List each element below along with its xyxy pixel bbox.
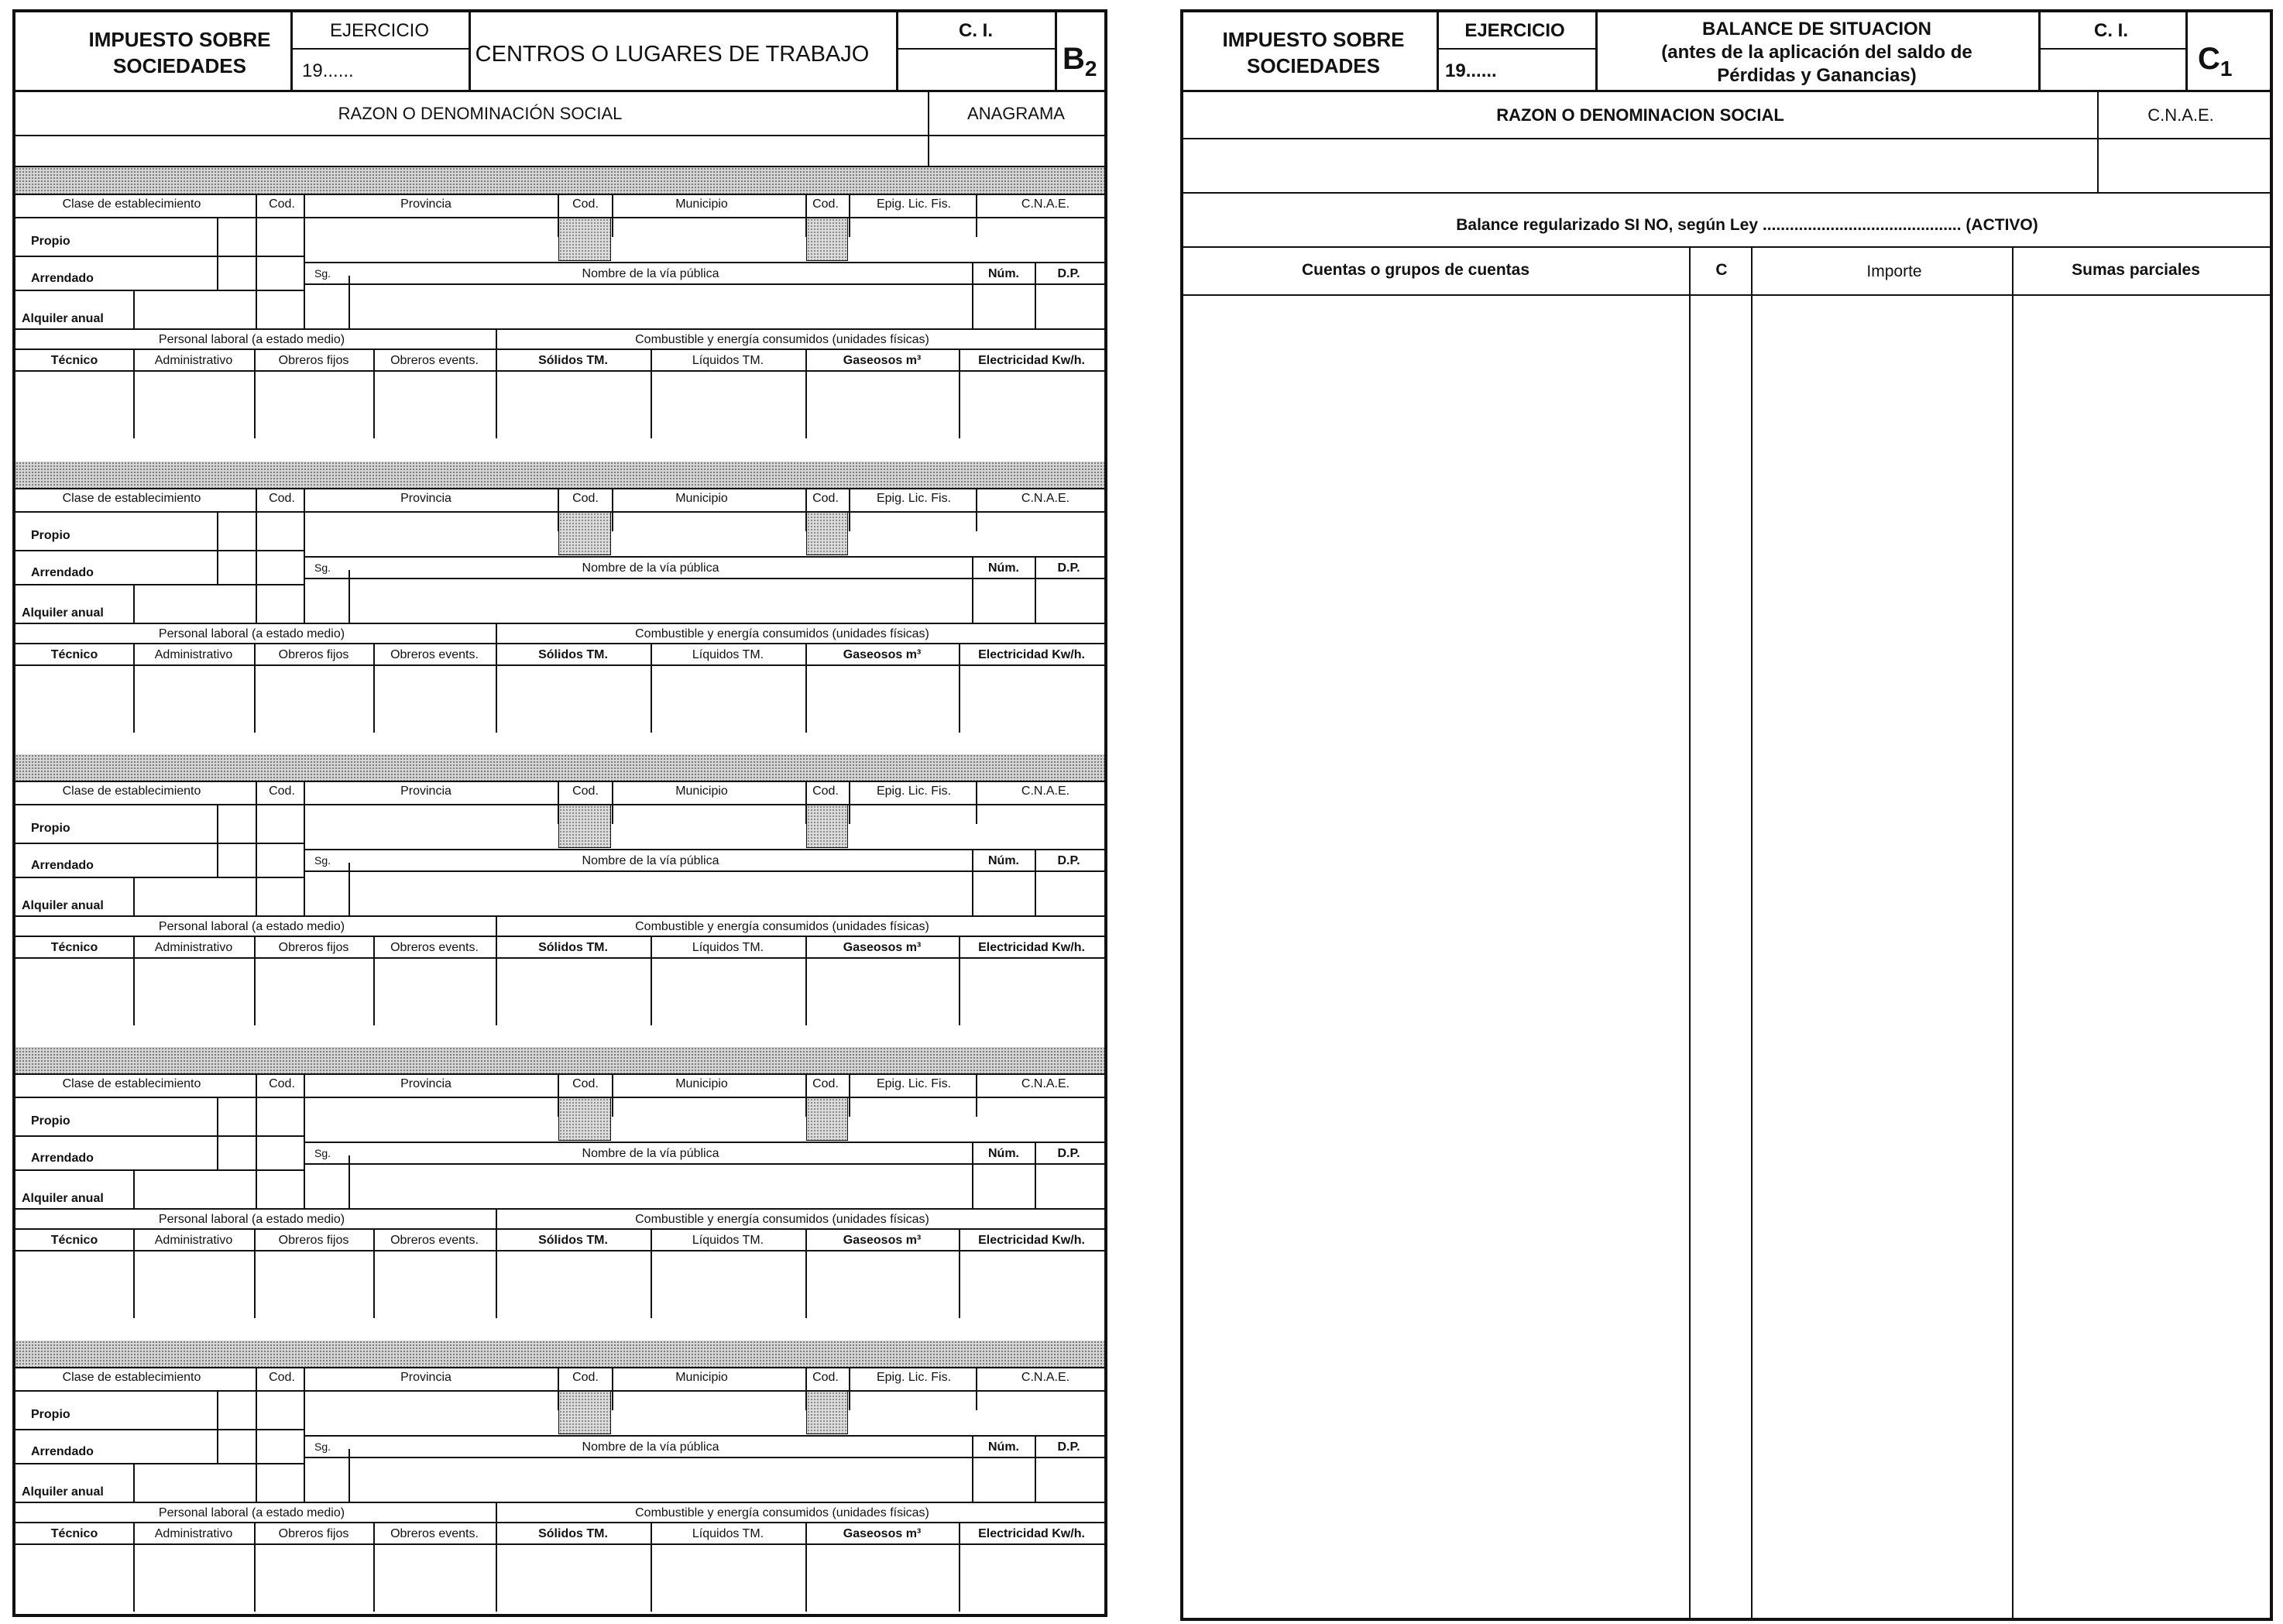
block-1-cod-label: Cod. [269, 197, 295, 211]
block-4-gaseosos-field[interactable] [807, 1251, 957, 1317]
block-2-epig-label: Epig. Lic. Fis. [876, 492, 952, 505]
block-5-arrendado-cod[interactable] [218, 1430, 254, 1463]
c1-sheet-code: $C_1$ [2198, 42, 2233, 81]
block-3-obreros-event-field[interactable] [375, 959, 494, 1024]
block-5-propio-cod[interactable] [218, 1392, 254, 1427]
block-1-provincia-field[interactable] [305, 218, 556, 260]
block-2-propio-cod[interactable] [218, 513, 254, 548]
block-1-tecnico-label: Técnico [50, 354, 98, 367]
block-2-provincia-field[interactable] [305, 513, 556, 554]
block-3-solidos-field[interactable] [497, 959, 649, 1024]
c1-balance-line: Balance regularizado SI NO, según Ley ............................................ (ACTIVO) [1456, 216, 2038, 234]
block-5-municipio-field[interactable] [613, 1392, 804, 1433]
b2-anagrama-field[interactable] [929, 136, 1103, 166]
block-2-administrativo-field[interactable] [135, 666, 252, 731]
block-1-dp-label: D.P. [1057, 267, 1080, 280]
block-2-cnae-field[interactable] [977, 513, 1103, 554]
block-2-municipio-field[interactable] [613, 513, 804, 554]
block-5-tecnico-field[interactable] [17, 1545, 132, 1610]
b2-ci-label: C. I. [958, 20, 994, 41]
block-3-propio-cod[interactable] [218, 805, 254, 841]
block-4-via-field[interactable] [350, 1165, 971, 1207]
block-2-electricidad-field[interactable] [960, 666, 1103, 731]
block-4-arrendado-cod[interactable] [218, 1137, 254, 1169]
block-3-cod-label: Cod. [269, 785, 295, 798]
block-3-alquiler-field[interactable] [135, 878, 254, 914]
block-5-alquiler-label: Alquiler anual [22, 1485, 104, 1499]
block-3-liquidos-label: Líquidos TM. [692, 941, 764, 954]
block-1-separator [15, 167, 1104, 194]
block-4-electricidad-field[interactable] [960, 1251, 1103, 1317]
block-5-sg-label: Sg. [314, 1440, 331, 1453]
block-5-alquiler-field[interactable] [135, 1464, 254, 1500]
block-1-obreros-event-field[interactable] [375, 372, 494, 437]
b2-ejercicio-value[interactable]: 19...... [302, 60, 354, 81]
block-4-mun-cod-cell[interactable] [806, 1097, 848, 1141]
c1-cnae-field[interactable] [2099, 139, 2268, 191]
block-4-epig-field[interactable] [850, 1098, 974, 1140]
block-4-provincia-field[interactable] [305, 1098, 556, 1140]
block-5-administrativo-field[interactable] [135, 1545, 252, 1610]
block-1-clase-label: Clase de establecimiento [62, 197, 201, 211]
block-4-obreros-fijos-label: Obreros fijos [278, 1234, 349, 1247]
block-4-personal-label: Personal laboral (a estado medio) [158, 1213, 345, 1226]
block-2-mun-cod-cell[interactable] [806, 512, 848, 555]
block-2-solidos-field[interactable] [497, 666, 649, 731]
block-1-personal-label: Personal laboral (a estado medio) [158, 333, 345, 346]
c1-razon-field[interactable] [1185, 139, 2096, 191]
block-3-gaseosos-label: Gaseosos m³ [843, 941, 922, 954]
block-1-electricidad-field[interactable] [960, 372, 1103, 437]
block-1-gaseosos-label: Gaseosos m³ [843, 354, 922, 367]
block-5-combustible-label: Combustible y energía consumidos (unidades físicas) [635, 1506, 929, 1519]
block-1-mun-cod-cell[interactable] [806, 218, 848, 261]
block-4-provincia-label: Provincia [400, 1077, 451, 1090]
block-5-dp-label: D.P. [1057, 1440, 1080, 1454]
block-4-arrendado-label: Arrendado [31, 1152, 94, 1165]
block-3-obreros-event-label: Obreros events. [390, 941, 479, 954]
block-5-provincia-label: Provincia [400, 1371, 451, 1384]
block-1-epig-label: Epig. Lic. Fis. [876, 197, 952, 211]
block-3-administrativo-label: Administrativo [154, 941, 233, 954]
b2-razon-field[interactable] [17, 136, 926, 166]
block-5-obreros-fijos-label: Obreros fijos [278, 1527, 349, 1540]
block-4-via-label: Nombre de la vía pública [582, 1147, 719, 1160]
block-5-num-label: Núm. [988, 1440, 1019, 1454]
block-1-alquiler-field[interactable] [135, 291, 254, 327]
block-2-obreros-event-field[interactable] [375, 666, 494, 731]
block-2-prov-cod-label: Cod. [572, 492, 599, 505]
block-5-epig-field[interactable] [850, 1392, 974, 1433]
block-5-solidos-field[interactable] [497, 1545, 649, 1610]
block-3-num-label: Núm. [988, 854, 1019, 867]
block-3-municipio-label: Municipio [675, 785, 728, 798]
block-4-liquidos-label: Líquidos TM. [692, 1234, 764, 1247]
c1-c-column[interactable] [1691, 296, 1749, 1616]
block-1-municipio-field[interactable] [613, 218, 804, 260]
block-3-provincia-field[interactable] [305, 805, 556, 847]
block-2-obreros-fijos-label: Obreros fijos [278, 648, 349, 661]
block-1-epig-field[interactable] [850, 218, 974, 260]
block-2-separator [15, 462, 1104, 488]
block-4-sg-field[interactable] [305, 1165, 348, 1207]
block-4-liquidos-field[interactable] [652, 1251, 804, 1317]
block-4-obreros-event-field[interactable] [375, 1251, 494, 1317]
block-5-solidos-label: Sólidos TM. [538, 1527, 608, 1540]
block-4-obreros-fijos-field[interactable] [256, 1251, 372, 1317]
block-4-alquiler-label: Alquiler anual [22, 1192, 104, 1205]
block-4-tecnico-field[interactable] [17, 1251, 132, 1317]
block-4-cnae-label: C.N.A.E. [1021, 1077, 1070, 1090]
c1-col-c: C [1715, 261, 1728, 279]
block-4-num-field[interactable] [973, 1165, 1034, 1207]
block-5-electricidad-label: Electricidad Kw/h. [978, 1527, 1085, 1540]
block-5-prov-cod-cell[interactable] [558, 1391, 611, 1434]
form-b2 [12, 9, 1107, 1617]
block-2-num-field[interactable] [973, 579, 1034, 621]
c1-title-2: (antes de la aplicación del saldo de [1661, 42, 1972, 63]
block-3-administrativo-field[interactable] [135, 959, 252, 1024]
block-1-obreros-event-label: Obreros events. [390, 354, 479, 367]
block-4-sg-label: Sg. [314, 1147, 331, 1159]
block-3-cnae-label: C.N.A.E. [1021, 785, 1070, 798]
block-5-provincia-field[interactable] [305, 1392, 556, 1433]
block-3-obreros-fijos-field[interactable] [256, 959, 372, 1024]
block-1-arrendado-cod[interactable] [218, 257, 254, 290]
c1-title-1: BALANCE DE SITUACION [1701, 19, 1932, 39]
c1-razon-label: RAZON O DENOMINACION SOCIAL [1496, 105, 1784, 125]
block-1-liquidos-field[interactable] [652, 372, 804, 437]
block-5-administrativo-label: Administrativo [154, 1527, 233, 1540]
block-2-municipio-label: Municipio [675, 492, 728, 505]
b2-anagrama-label: ANAGRAMA [967, 104, 1065, 123]
block-5-via-label: Nombre de la vía pública [582, 1440, 719, 1454]
block-4-administrativo-field[interactable] [135, 1251, 252, 1317]
block-1-sg-label: Sg. [314, 267, 331, 280]
block-3-tecnico-field[interactable] [17, 959, 132, 1024]
block-2-dp-label: D.P. [1057, 561, 1080, 575]
block-5-electricidad-field[interactable] [960, 1545, 1103, 1610]
block-1-obreros-fijos-field[interactable] [256, 372, 372, 437]
block-5-num-field[interactable] [973, 1458, 1034, 1500]
block-3-prov-cod-label: Cod. [572, 785, 599, 798]
block-4-prov-cod-cell[interactable] [558, 1097, 611, 1141]
block-3-electricidad-label: Electricidad Kw/h. [978, 941, 1085, 954]
block-3-via-field[interactable] [350, 872, 971, 914]
c1-ci-label: C. I. [2093, 20, 2129, 41]
block-2-personal-label: Personal laboral (a estado medio) [158, 627, 345, 640]
block-3-combustible-label: Combustible y energía consumidos (unidades físicas) [635, 920, 929, 933]
block-5-dp-field[interactable] [1036, 1458, 1103, 1500]
block-5-liquidos-field[interactable] [652, 1545, 804, 1610]
block-4-alquiler-field[interactable] [135, 1171, 254, 1207]
block-5-tecnico-label: Técnico [50, 1527, 98, 1540]
block-1-mun-cod-label: Cod. [812, 197, 839, 211]
block-5-mun-cod-cell[interactable] [806, 1391, 848, 1434]
block-5-personal-label: Personal laboral (a estado medio) [158, 1506, 345, 1519]
block-4-solidos-label: Sólidos TM. [538, 1234, 608, 1247]
block-2-administrativo-label: Administrativo [154, 648, 233, 661]
block-4-propio-cod[interactable] [218, 1098, 254, 1134]
block-4-combustible-label: Combustible y energía consumidos (unidades físicas) [635, 1213, 929, 1226]
block-3-num-field[interactable] [973, 872, 1034, 914]
block-2-cod-label: Cod. [269, 492, 295, 505]
block-4-separator [15, 1047, 1104, 1073]
block-5-liquidos-label: Líquidos TM. [692, 1527, 764, 1540]
block-1-solidos-field[interactable] [497, 372, 649, 437]
block-5-cnae-label: C.N.A.E. [1021, 1371, 1070, 1384]
block-2-via-label: Nombre de la vía pública [582, 561, 719, 575]
block-2-liquidos-label: Líquidos TM. [692, 648, 764, 661]
block-4-solidos-field[interactable] [497, 1251, 649, 1317]
block-2-propio-label: Propio [31, 529, 70, 542]
block-2-mun-cod-label: Cod. [812, 492, 839, 505]
block-1-municipio-label: Municipio [675, 197, 728, 211]
block-1-num-field[interactable] [973, 285, 1034, 327]
block-3-liquidos-field[interactable] [652, 959, 804, 1024]
block-5-municipio-label: Municipio [675, 1371, 728, 1384]
block-1-propio-cod[interactable] [218, 218, 254, 254]
block-4-obreros-event-label: Obreros events. [390, 1234, 479, 1247]
block-1-gaseosos-field[interactable] [807, 372, 957, 437]
block-3-gaseosos-field[interactable] [807, 959, 957, 1024]
block-2-tecnico-label: Técnico [50, 648, 98, 661]
block-2-combustible-label: Combustible y energía consumidos (unidades físicas) [635, 627, 929, 640]
block-3-sg-field[interactable] [305, 872, 348, 914]
block-1-dp-field[interactable] [1036, 285, 1103, 327]
block-1-alquiler-label: Alquiler anual [22, 312, 104, 325]
block-4-prov-cod-label: Cod. [572, 1077, 599, 1090]
block-1-solidos-label: Sólidos TM. [538, 354, 608, 367]
block-2-liquidos-field[interactable] [652, 666, 804, 731]
block-1-combustible-label: Combustible y energía consumidos (unidades físicas) [635, 333, 929, 346]
block-3-personal-label: Personal laboral (a estado medio) [158, 920, 345, 933]
block-1-sg-field[interactable] [305, 285, 348, 327]
c1-ejercicio-label: EJERCICIO [1464, 20, 1565, 41]
block-4-dp-field[interactable] [1036, 1165, 1103, 1207]
block-1-cnae-field[interactable] [977, 218, 1103, 260]
block-5-mun-cod-label: Cod. [812, 1371, 839, 1384]
block-1-cnae-label: C.N.A.E. [1021, 197, 1070, 211]
c1-cnae-label: C.N.A.E. [2147, 105, 2214, 125]
block-3-cnae-field[interactable] [977, 805, 1103, 847]
block-3-solidos-label: Sólidos TM. [538, 941, 608, 954]
c1-title-3: Pérdidas y Ganancias) [1717, 65, 1917, 86]
block-3-dp-field[interactable] [1036, 872, 1103, 914]
block-3-electricidad-field[interactable] [960, 959, 1103, 1024]
block-3-arrendado-cod[interactable] [218, 844, 254, 877]
block-3-dp-label: D.P. [1057, 854, 1080, 867]
block-1-liquidos-label: Líquidos TM. [692, 354, 764, 367]
block-3-mun-cod-label: Cod. [812, 785, 839, 798]
block-3-tecnico-label: Técnico [50, 941, 98, 954]
block-1-obreros-fijos-label: Obreros fijos [278, 354, 349, 367]
block-2-obreros-event-label: Obreros events. [390, 648, 479, 661]
block-3-clase-label: Clase de establecimiento [62, 785, 201, 798]
c1-sumas-column[interactable] [2014, 296, 2270, 1616]
block-5-obreros-event-label: Obreros events. [390, 1527, 479, 1540]
block-4-municipio-field[interactable] [613, 1098, 804, 1140]
block-2-sg-label: Sg. [314, 561, 331, 574]
block-2-obreros-fijos-field[interactable] [256, 666, 372, 731]
block-2-solidos-label: Sólidos TM. [538, 648, 608, 661]
c1-col-sumas: Sumas parciales [2072, 261, 2200, 279]
block-5-propio-label: Propio [31, 1408, 70, 1421]
b2-sheet-code: $B_2$ [1063, 42, 1097, 81]
block-2-gaseosos-field[interactable] [807, 666, 957, 731]
block-5-gaseosos-label: Gaseosos m³ [843, 1527, 922, 1540]
block-2-prov-cod-cell[interactable] [558, 512, 611, 555]
block-1-administrativo-label: Administrativo [154, 354, 233, 367]
form-c1 [1180, 9, 2273, 1621]
block-2-clase-label: Clase de establecimiento [62, 492, 201, 505]
block-4-gaseosos-label: Gaseosos m³ [843, 1234, 922, 1247]
block-2-cnae-label: C.N.A.E. [1021, 492, 1070, 505]
block-2-arrendado-cod[interactable] [218, 551, 254, 584]
block-2-epig-field[interactable] [850, 513, 974, 554]
block-4-dp-label: D.P. [1057, 1147, 1080, 1160]
block-3-sg-label: Sg. [314, 854, 331, 867]
block-5-cod-label: Cod. [269, 1371, 295, 1384]
block-5-clase-label: Clase de establecimiento [62, 1371, 201, 1384]
block-3-separator [15, 754, 1104, 781]
block-3-mun-cod-cell[interactable] [806, 805, 848, 848]
block-2-tecnico-field[interactable] [17, 666, 132, 731]
block-4-cod-label: Cod. [269, 1077, 295, 1090]
block-2-electricidad-label: Electricidad Kw/h. [978, 648, 1085, 661]
c1-col-cuentas: Cuentas o grupos de cuentas [1301, 261, 1530, 279]
b2-tax-title-2: SOCIEDADES [113, 54, 246, 77]
block-5-obreros-event-field[interactable] [375, 1545, 494, 1610]
block-5-cnae-field[interactable] [977, 1392, 1103, 1433]
block-5-gaseosos-field[interactable] [807, 1545, 957, 1610]
c1-tax-title-2: SOCIEDADES [1247, 54, 1380, 77]
block-5-separator [15, 1341, 1104, 1367]
block-5-epig-label: Epig. Lic. Fis. [876, 1371, 952, 1384]
block-3-municipio-field[interactable] [613, 805, 804, 847]
block-2-alquiler-label: Alquiler anual [22, 606, 104, 620]
block-1-administrativo-field[interactable] [135, 372, 252, 437]
block-2-gaseosos-label: Gaseosos m³ [843, 648, 922, 661]
block-3-via-label: Nombre de la vía pública [582, 854, 719, 867]
block-4-cnae-field[interactable] [977, 1098, 1103, 1140]
block-3-epig-field[interactable] [850, 805, 974, 847]
b2-tax-title: IMPUESTO SOBRE [88, 28, 271, 51]
block-3-propio-label: Propio [31, 822, 70, 835]
block-4-propio-label: Propio [31, 1114, 70, 1128]
block-3-provincia-label: Provincia [400, 785, 451, 798]
c1-importe-column[interactable] [1753, 296, 2010, 1616]
block-4-epig-label: Epig. Lic. Fis. [876, 1077, 952, 1090]
b2-form-title: CENTROS O LUGARES DE TRABAJO [475, 42, 870, 67]
block-2-arrendado-label: Arrendado [31, 566, 94, 579]
b2-ejercicio-label: EJERCICIO [329, 20, 430, 41]
block-4-clase-label: Clase de establecimiento [62, 1077, 201, 1090]
block-1-via-label: Nombre de la vía pública [582, 267, 719, 280]
block-4-num-label: Núm. [988, 1147, 1019, 1160]
block-1-arrendado-label: Arrendado [31, 272, 94, 285]
c1-tax-title: IMPUESTO SOBRE [1222, 28, 1405, 51]
block-5-via-field[interactable] [350, 1458, 971, 1500]
block-5-sg-field[interactable] [305, 1458, 348, 1500]
block-3-arrendado-label: Arrendado [31, 859, 94, 872]
block-4-tecnico-label: Técnico [50, 1234, 98, 1247]
block-2-num-label: Núm. [988, 561, 1019, 575]
c1-col-importe: Importe [1866, 263, 1922, 280]
block-5-arrendado-label: Arrendado [31, 1445, 94, 1458]
block-3-alquiler-label: Alquiler anual [22, 899, 104, 912]
block-1-tecnico-field[interactable] [17, 372, 132, 437]
block-4-administrativo-label: Administrativo [154, 1234, 233, 1247]
block-4-electricidad-label: Electricidad Kw/h. [978, 1234, 1085, 1247]
block-1-prov-cod-label: Cod. [572, 197, 599, 211]
block-2-sg-field[interactable] [305, 579, 348, 621]
block-3-prov-cod-cell[interactable] [558, 805, 611, 848]
block-5-prov-cod-label: Cod. [572, 1371, 599, 1384]
block-1-prov-cod-cell[interactable] [558, 218, 611, 261]
block-2-via-field[interactable] [350, 579, 971, 621]
block-3-epig-label: Epig. Lic. Fis. [876, 785, 952, 798]
block-2-alquiler-field[interactable] [135, 585, 254, 621]
block-2-dp-field[interactable] [1036, 579, 1103, 621]
c1-cuentas-column[interactable] [1185, 296, 1687, 1616]
block-1-provincia-label: Provincia [400, 197, 451, 211]
block-1-num-label: Núm. [988, 267, 1019, 280]
block-4-municipio-label: Municipio [675, 1077, 728, 1090]
block-3-obreros-fijos-label: Obreros fijos [278, 941, 349, 954]
block-4-mun-cod-label: Cod. [812, 1077, 839, 1090]
block-5-obreros-fijos-field[interactable] [256, 1545, 372, 1610]
c1-ejercicio-value[interactable]: 19...... [1445, 60, 1497, 81]
block-2-provincia-label: Provincia [400, 492, 451, 505]
b2-razon-label: RAZON O DENOMINACIÓN SOCIAL [338, 104, 623, 123]
block-1-electricidad-label: Electricidad Kw/h. [978, 354, 1085, 367]
block-1-propio-label: Propio [31, 235, 70, 248]
block-1-via-field[interactable] [350, 285, 971, 327]
